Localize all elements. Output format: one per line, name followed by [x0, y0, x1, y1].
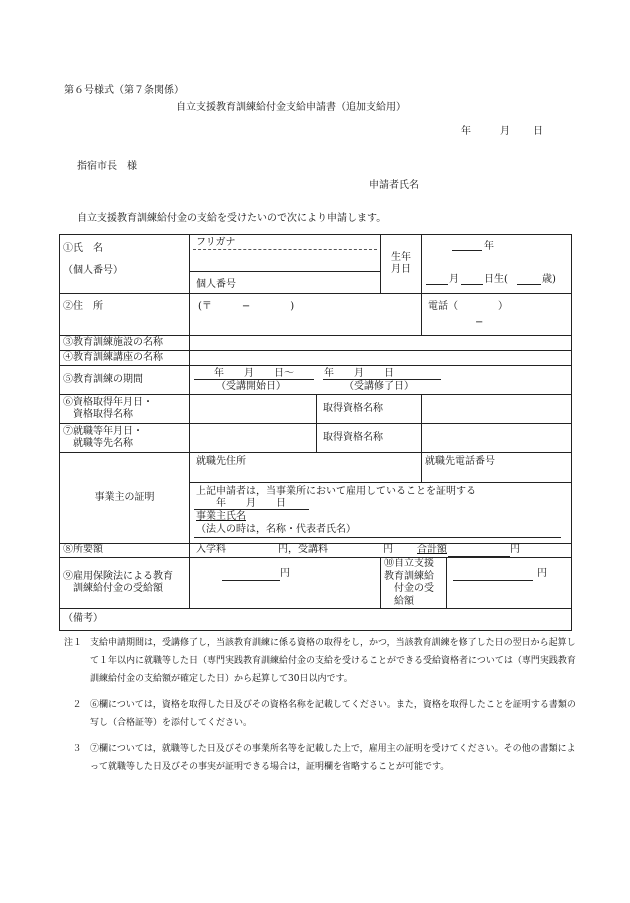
- insurance-label-cell: [60, 558, 190, 609]
- note-number: ２: [72, 700, 82, 710]
- qualification-date-input[interactable]: [190, 395, 317, 424]
- insurance-amount-cell[interactable]: [190, 558, 381, 609]
- employer-phone-field[interactable]: 就職先電話番号: [422, 453, 572, 483]
- employer-name-underline: [194, 537, 561, 538]
- birth-label-2: 月日: [391, 264, 412, 275]
- address-label: ②住 所: [60, 294, 190, 336]
- note-text: ⑦欄については，就職等した日及びその事業所名等を記載した上で，雇用主の証明を受けてください。その他の書類によって就職等した日及びその事実が証明できる場合は，証明欄を省略することが可能です。: [90, 744, 576, 772]
- admission-fee-yen: 円，受講料: [278, 544, 328, 555]
- applicant-name-label: 申請者氏名: [369, 180, 419, 191]
- insurance-underline: [222, 580, 280, 581]
- employer-name-label: 事業主氏名: [196, 511, 246, 522]
- employer-cert-date: 年 月 日: [196, 498, 286, 509]
- qualification-name-input[interactable]: [422, 395, 572, 424]
- birth-year-underline: [452, 250, 482, 251]
- support-amount-cell[interactable]: [447, 558, 572, 609]
- employer-address-row: [60, 453, 572, 483]
- qualification-label-cell: [60, 395, 190, 424]
- employment-qual-name-label: 取得資格名称: [317, 424, 422, 453]
- note-1: [64, 634, 584, 688]
- employer-cert-label: 事業主の証明: [60, 453, 190, 544]
- support-label-cell: [381, 558, 447, 609]
- intro-text: 自立支援教育訓練給付金の支給を受けたいので次により申請します。: [77, 213, 387, 224]
- period-row: [60, 366, 572, 395]
- form-number: 第６号様式（第７条関係）: [64, 85, 184, 96]
- period-input-cell[interactable]: [190, 366, 572, 395]
- fee-input-cell[interactable]: [190, 544, 572, 558]
- facility-row: [60, 336, 572, 351]
- admission-fee-label: 入学料: [196, 544, 226, 555]
- employment-date-input[interactable]: [190, 424, 317, 453]
- facility-label: ③教育訓練施設の名称: [60, 336, 190, 351]
- fee-label: ⑧所要額: [60, 544, 190, 558]
- notes-section: [64, 634, 584, 776]
- course-label: ④教育訓練講座の名称: [60, 351, 190, 366]
- employment-row: [60, 424, 572, 453]
- employer-cert-cell[interactable]: [190, 483, 572, 544]
- tuition-fee-yen: 円: [383, 544, 393, 555]
- date-month: 月: [500, 126, 510, 137]
- birth-month-underline: [426, 284, 448, 285]
- addressee: 指宿市長 様: [77, 161, 137, 172]
- employer-date-underline: [194, 509, 309, 510]
- name-label-cell: [60, 235, 190, 294]
- note-text: ⑥欄については，資格を取得した日及びその資格名称を記載してください。また，資格を取得したことを証明する書類の写し（合格証等）を添付してください。: [90, 700, 576, 728]
- benefit-row: [60, 558, 572, 609]
- support-label-2: 付金の受給額: [394, 583, 435, 607]
- birth-day-label: 日生(: [484, 274, 508, 285]
- insurance-label-1: ⑨雇用保険法による教育: [63, 570, 173, 582]
- my-number-label: （個人番号）: [63, 264, 123, 276]
- total-fee-label: 合計額: [417, 544, 447, 555]
- birth-age-label: 歳): [542, 274, 556, 285]
- period-start-underline: [194, 379, 314, 380]
- insurance-yen: 円: [280, 568, 290, 579]
- period-end-underline: [323, 379, 441, 380]
- birth-input-cell[interactable]: [422, 235, 572, 294]
- period-dates: 年 月 日〜 年 月 日: [194, 368, 394, 379]
- employment-label-2: 就職等先名称: [73, 438, 133, 449]
- furigana-divider: [193, 249, 377, 250]
- birth-label-1: 生年: [391, 251, 412, 263]
- phone-label: 電話（ ）: [428, 301, 509, 312]
- employment-label-cell: [60, 424, 190, 453]
- birth-month-label: 月: [449, 274, 460, 285]
- period-start-caption: （受講開始日）: [216, 381, 286, 392]
- support-yen: 円: [537, 568, 548, 579]
- qualification-label-1: ⑥資格取得年月日・: [63, 396, 153, 408]
- support-underline: [453, 580, 533, 581]
- course-row: [60, 351, 572, 366]
- employer-corp-note: （法人の時は，名称・代表者氏名）: [196, 524, 356, 535]
- remarks-field[interactable]: （備考）: [60, 609, 572, 631]
- employer-cert-text: 上記申請者は，当事業所において雇用していることを証明する: [196, 486, 476, 497]
- note-3: [64, 740, 584, 776]
- note-text: 支給申請期間は，受講修了し，当該教育訓練に係る資格の取得をし，かつ，当該教育訓練を修了した日の翌日から起算して１年以内に就職等した日（専門実践教育訓練給付金の支給を受けることができる受給資格者については（専門実践教育訓練給付金の支給額が確定した日）から起算して30日以内です。: [90, 638, 576, 684]
- name-label: ①氏 名: [63, 243, 103, 254]
- insurance-label-2: 訓練給付金の受給額: [73, 583, 163, 594]
- name-row: [60, 235, 572, 294]
- phone-cell[interactable]: [422, 294, 572, 336]
- furigana-label: フリガナ: [196, 237, 236, 248]
- birth-age-underline: [517, 284, 541, 285]
- course-input[interactable]: [190, 351, 572, 366]
- fee-row: [60, 544, 572, 558]
- qualification-row: [60, 395, 572, 424]
- facility-input[interactable]: [190, 336, 572, 351]
- phone-dash: −: [475, 317, 484, 328]
- qualification-label-2: 資格取得名称: [73, 409, 133, 420]
- date-year: 年: [461, 126, 471, 137]
- employment-label-1: ⑦就職等年月日・: [63, 425, 143, 437]
- my-number-field: 個人番号: [196, 279, 236, 290]
- birth-label-cell: [381, 235, 422, 294]
- name-divider: [190, 271, 380, 272]
- document-title: 自立支援教育訓練給付金支給申請書（追加支給用）: [176, 102, 406, 113]
- name-input-cell[interactable]: [190, 235, 381, 294]
- employment-name-input[interactable]: [422, 424, 572, 453]
- address-row: [60, 294, 572, 336]
- birth-day-underline: [461, 284, 483, 285]
- support-label-1: ⑩自立支援教育訓練給: [384, 558, 435, 582]
- date-day: 日: [533, 126, 543, 137]
- note-number: 注１: [64, 638, 83, 648]
- total-fee-yen: 円: [510, 544, 520, 555]
- birth-year-label: 年: [484, 241, 495, 252]
- period-end-caption: （受講修了日）: [344, 381, 414, 392]
- note-2: [64, 696, 584, 732]
- postal-code-field[interactable]: (〒 − ): [190, 294, 422, 336]
- note-number: ３: [72, 744, 82, 754]
- employer-address-field[interactable]: 就職先住所: [190, 453, 422, 483]
- remarks-row: [60, 609, 572, 631]
- qualification-name-label: 取得資格名称: [317, 395, 422, 424]
- period-label: ⑤教育訓練の期間: [60, 366, 190, 395]
- application-form-table: [59, 234, 572, 631]
